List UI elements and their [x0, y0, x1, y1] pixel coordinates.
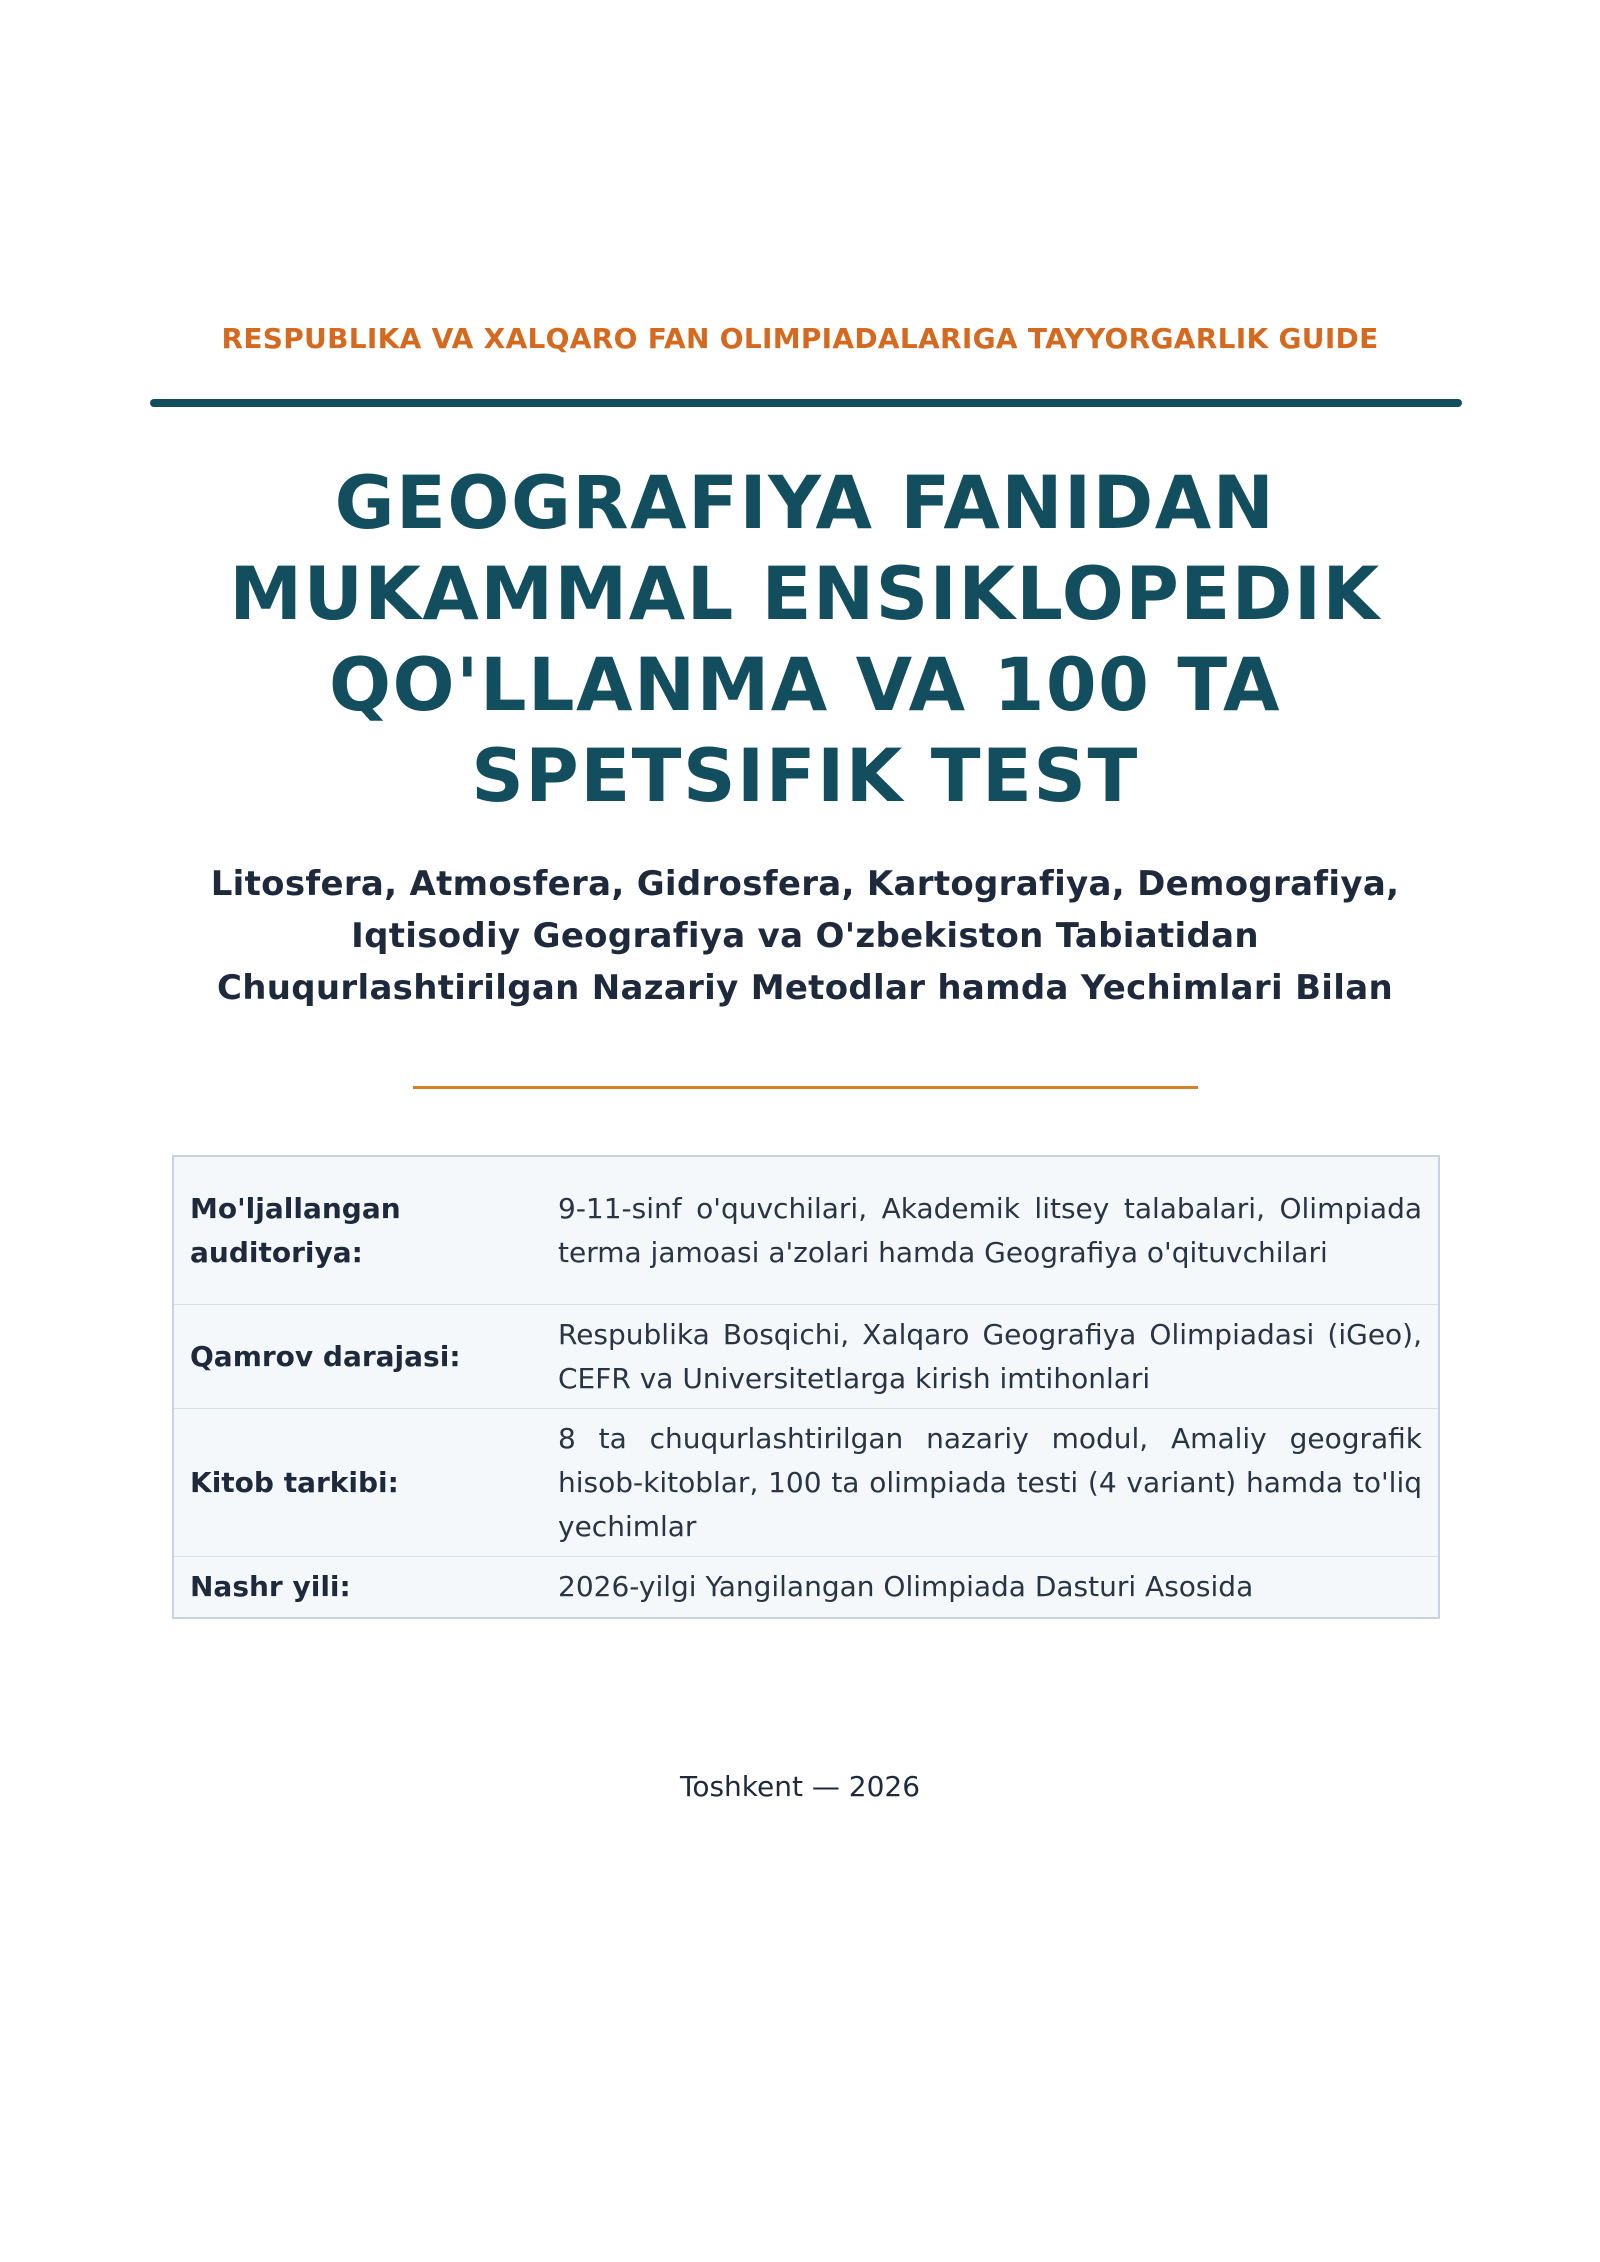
table-row: [174, 1305, 1438, 1409]
page-title: [120, 458, 1490, 822]
subtitle-line: Chuqurlashtirilgan Nazariy Metodlar hamda Yechimlari Bilan: [217, 968, 1393, 1008]
info-table: [172, 1155, 1440, 1619]
table-row: [174, 1157, 1438, 1305]
row-value: 8 ta chuqurlashtirilgan nazariy modul, Amaliy geografik hisob-kitoblar, 100 ta olimpiada testi (4 variant) hamda to'liq yechimlar: [558, 1421, 1422, 1543]
subtitle-line: Litosfera, Atmosfera, Gidrosfera, Kartografiya, Demografiya,: [210, 864, 1400, 904]
row-label: Kitob tarkibi:: [190, 1465, 399, 1499]
title-line: SPETSIFIK TEST: [471, 734, 1139, 819]
table-row: [174, 1557, 1438, 1617]
header-divider: [150, 399, 1462, 407]
publication-place-year: Toshkent — 2026: [679, 1770, 921, 1803]
row-value: 2026-yilgi Yangilangan Olimpiada Dasturi Asosida: [558, 1570, 1254, 1603]
row-label: Nashr yili:: [190, 1570, 351, 1603]
row-value: Respublika Bosqichi, Xalqaro Geografiya Olimpiadasi (iGeo), CEFR va Universitetlarga kirish imtihonlari: [558, 1317, 1422, 1395]
page-subtitle: [150, 858, 1460, 1014]
title-line: QO'LLANMA VA 100 TA: [328, 643, 1281, 728]
table-row: [174, 1409, 1438, 1557]
row-label: Qamrov darajasi:: [190, 1339, 461, 1373]
series-kicker: RESPUBLIKA VA XALQARO FAN OLIMPIADALARIGA TAYYORGARLIK GUIDE: [221, 322, 1379, 355]
title-line: GEOGRAFIYA FANIDAN: [334, 461, 1276, 546]
subtitle-line: Iqtisodiy Geografiya va O'zbekiston Tabiatidan: [351, 916, 1259, 956]
title-line: MUKAMMAL ENSIKLOPEDIK: [229, 552, 1381, 637]
row-label: Mo'ljallangan auditoriya:: [190, 1191, 401, 1269]
section-divider: [413, 1086, 1198, 1089]
row-value: 9-11-sinf o'quvchilari, Akademik litsey talabalari, Olimpiada terma jamoasi a'zolari hamda Geografiya o'qituvchilari: [558, 1191, 1422, 1269]
